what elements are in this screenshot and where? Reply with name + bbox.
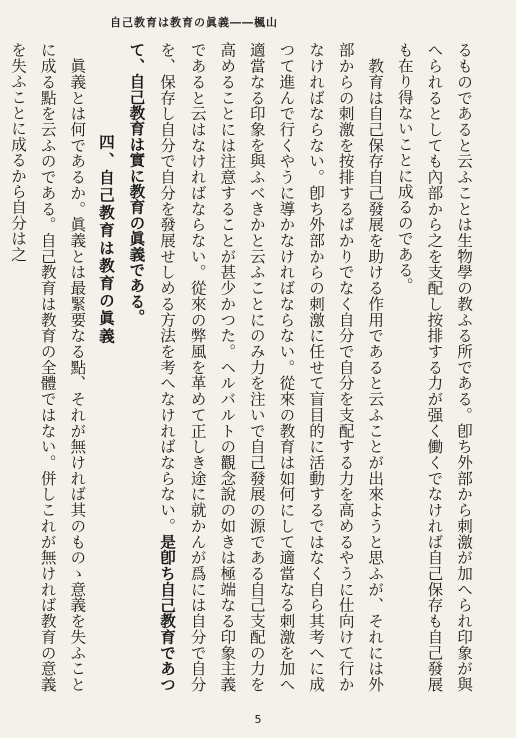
paragraph-2-emphasis: 是卽ち自己教育であつて、自己教育は實に教育の眞義である。 (127, 42, 178, 693)
paragraph-3-text: 眞義とは何であるか。眞義とは最緊要なる點、それが無ければ其のものゝ意義を失ふことに成る點を云ふのである。自己教育は教育の全體ではない。併しこれが無ければ教育の意義を失ふことに成るから自分は之 (9, 42, 87, 692)
paragraph-1: るものであると云ふことは生物學の教ふる所である。卽ち外部から刺激が加へられ印象が與へられるとしても內部から之を支配し按排する力が强く働くでなければ自己保存も自己發展も在り得ないことに成るのである。 (395, 42, 473, 692)
paragraph-2-text: 教育は自己保存自己發展を助ける作用であると云ふことが出來ようと思ふが、それには外部からの刺激を按排するばかりでなく自分で自分を支配する力を高めるやうに仕向けて行かなければならない。卽ち外部からの刺激に任せて盲目的に活動するではなく自ら其考へに成つて進んで行くやうに導かなければならない。從來の教育は如何にして適當なる刺激を加へ適當なる印象を與ふべきかと云ふことにのみ力を注いで自己發展の源である自己支配の力を高めることには注意することが甚少かつた。ヘルバルトの觀念說の如きは極端なる印象主義であると云はなければならない。從來の弊風を革めて正しき途に就かんが爲には自分で自分を、保存し自分で自分を發展せしめる方法を考へなければならない。 (158, 42, 385, 692)
paragraph-2 (121, 42, 389, 692)
running-header: 自己教育は教育の眞義――楓山 (110, 16, 278, 29)
paragraph-3 (3, 42, 92, 692)
article-body (9, 42, 478, 693)
section-heading: 四、自己教育は教育の眞義 (96, 134, 116, 346)
page-number: 5 (254, 713, 262, 726)
